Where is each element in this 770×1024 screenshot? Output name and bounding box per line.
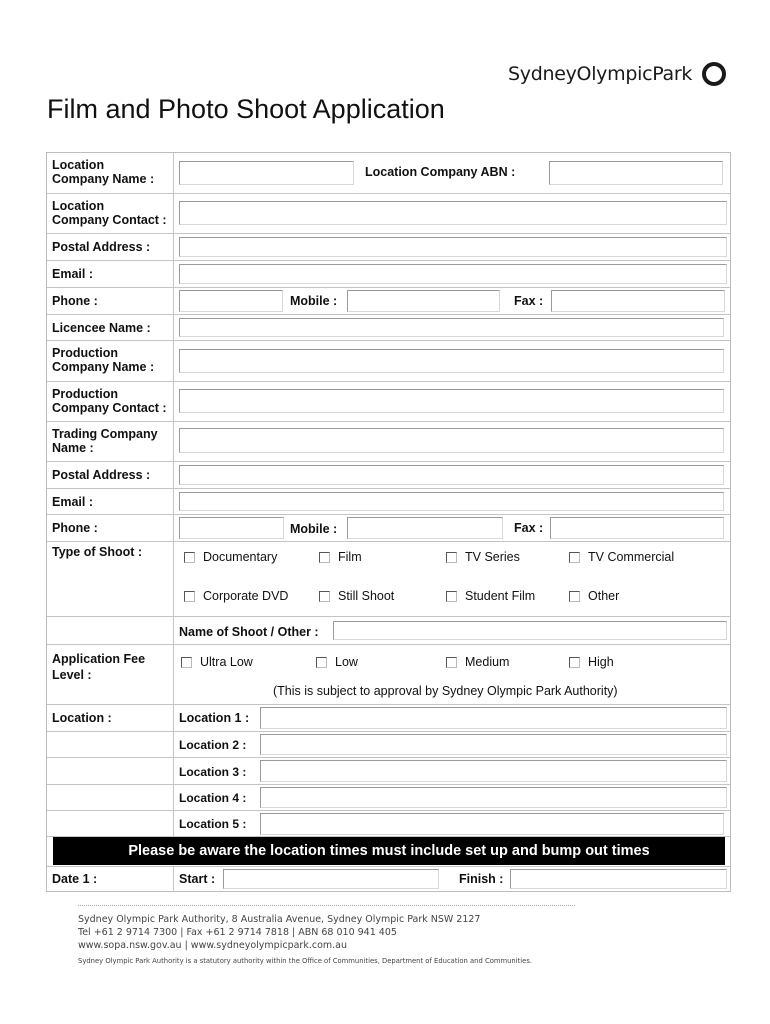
row-email-2 — [47, 489, 730, 515]
postal-address-field[interactable] — [179, 237, 727, 257]
location-5-field[interactable] — [260, 813, 724, 835]
checkbox-icon[interactable] — [319, 591, 330, 602]
mobile-2-field[interactable] — [347, 517, 503, 539]
sydney-olympic-park-logo — [508, 62, 726, 86]
location-2-label: Location 2 : — [179, 738, 247, 752]
location-1-field[interactable] — [260, 707, 727, 729]
shoot-type-tv-commercial[interactable] — [569, 550, 674, 564]
row-location-company-contact — [47, 194, 730, 234]
footer-address: Sydney Olympic Park Authority, 8 Australia Avenue, Sydney Olympic Park NSW 2127 — [78, 914, 481, 925]
fee-level-label: High — [588, 655, 614, 669]
shoot-type-corporate-dvd[interactable] — [184, 589, 288, 603]
footer-contact: Tel +61 2 9714 7300 | Fax +61 2 9714 7818 | ABN 68 010 941 405 — [78, 927, 397, 938]
logo-text: SydneyOlympicPark — [508, 63, 693, 85]
licencee-name-label: Licencee Name : — [52, 321, 151, 335]
location-3-field[interactable] — [260, 760, 727, 782]
checkbox-icon[interactable] — [446, 552, 457, 563]
email-field[interactable] — [179, 264, 727, 284]
row-date-1 — [47, 867, 730, 892]
fax-2-field[interactable] — [550, 517, 724, 539]
licencee-name-field[interactable] — [179, 318, 724, 337]
fee-level-label: Ultra Low — [200, 655, 253, 669]
shoot-type-student-film[interactable] — [446, 589, 535, 603]
shoot-type-tv-series[interactable] — [446, 550, 520, 564]
email-2-field[interactable] — [179, 492, 724, 511]
row-phone-1 — [47, 288, 730, 315]
row-postal-address-1 — [47, 234, 730, 261]
finish-label: Finish : — [459, 872, 504, 886]
fee-level-low[interactable] — [316, 655, 358, 669]
location-3-label: Location 3 : — [179, 765, 247, 779]
checkbox-icon[interactable] — [446, 591, 457, 602]
postal-address-2-field[interactable] — [179, 465, 724, 485]
logo-ring-icon — [702, 62, 726, 86]
row-location-2 — [47, 732, 730, 758]
email-label: Email : — [52, 267, 93, 281]
row-application-fee — [47, 645, 730, 705]
trading-company-name-field[interactable] — [179, 428, 724, 453]
footer-websites: www.sopa.nsw.gov.au | www.sydneyolympicpark.com.au — [78, 940, 348, 951]
fee-level-ultra-low[interactable] — [181, 655, 253, 669]
phone-2-label: Phone : — [52, 521, 98, 535]
shoot-type-label: TV Series — [465, 550, 520, 564]
application-fee-level-label: Application Fee Level : — [52, 652, 146, 682]
footer-statutory-note: Sydney Olympic Park Authority is a statutory authority within the Office of Communities, Department of Education and Communities. — [78, 957, 533, 965]
row-production-company-name — [47, 341, 730, 382]
fee-level-label: Low — [335, 655, 358, 669]
row-banner — [47, 837, 730, 867]
shoot-type-label: Film — [338, 550, 362, 564]
start-field[interactable] — [223, 869, 439, 889]
checkbox-icon[interactable] — [319, 552, 330, 563]
location-2-field[interactable] — [260, 734, 727, 755]
location-4-field[interactable] — [260, 787, 727, 808]
checkbox-icon[interactable] — [181, 657, 192, 668]
fax-2-label: Fax : — [514, 521, 544, 535]
location-company-name-label: Location Company Name : — [52, 158, 155, 186]
finish-field[interactable] — [510, 869, 727, 889]
postal-address-label: Postal Address : — [52, 240, 151, 254]
start-label: Start : — [179, 872, 216, 886]
shoot-type-label: Still Shoot — [338, 589, 395, 603]
checkbox-icon[interactable] — [446, 657, 457, 668]
row-location-1 — [47, 705, 730, 732]
fee-level-medium[interactable] — [446, 655, 509, 669]
mobile-2-label: Mobile : — [290, 522, 338, 536]
fee-level-high[interactable] — [569, 655, 614, 669]
production-company-name-field[interactable] — [179, 349, 724, 373]
fax-field[interactable] — [551, 290, 725, 312]
location-times-banner: Please be aware the location times must include set up and bump out times — [53, 837, 725, 865]
footer-divider — [78, 905, 575, 906]
fee-approval-note: (This is subject to approval by Sydney Olympic Park Authority) — [273, 684, 618, 698]
shoot-type-other[interactable] — [569, 589, 619, 603]
checkbox-icon[interactable] — [184, 591, 195, 602]
location-company-contact-field[interactable] — [179, 201, 727, 225]
shoot-type-label: Corporate DVD — [203, 589, 289, 603]
location-company-contact-label: Location Company Contact : — [52, 199, 167, 227]
date-1-label: Date 1 : — [52, 872, 98, 886]
location-label: Location : — [52, 711, 112, 725]
checkbox-icon[interactable] — [569, 591, 580, 602]
row-licencee-name — [47, 315, 730, 341]
location-company-abn-field[interactable] — [549, 161, 723, 185]
row-trading-company-name — [47, 422, 730, 462]
shoot-type-still-shoot[interactable] — [319, 589, 394, 603]
row-location-3 — [47, 758, 730, 785]
phone-2-field[interactable] — [179, 517, 284, 539]
row-phone-2 — [47, 515, 730, 542]
row-production-company-contact — [47, 382, 730, 422]
checkbox-icon[interactable] — [184, 552, 195, 563]
row-email-1 — [47, 261, 730, 288]
checkbox-icon[interactable] — [316, 657, 327, 668]
location-company-name-field[interactable] — [179, 161, 354, 185]
checkbox-icon[interactable] — [569, 552, 580, 563]
row-location-5 — [47, 811, 730, 837]
shoot-type-label: Other — [588, 589, 620, 603]
page-title: Film and Photo Shoot Application — [47, 94, 445, 124]
name-of-shoot-label: Name of Shoot / Other : — [179, 625, 319, 639]
shoot-type-label: Documentary — [203, 550, 278, 564]
application-form — [46, 152, 731, 892]
checkbox-icon[interactable] — [569, 657, 580, 668]
phone-label: Phone : — [52, 294, 98, 308]
mobile-label: Mobile : — [290, 294, 338, 308]
fax-label: Fax : — [514, 294, 544, 308]
location-1-label: Location 1 : — [179, 711, 250, 725]
row-name-of-shoot — [47, 617, 730, 645]
shoot-type-label: Student Film — [465, 589, 536, 603]
shoot-type-label: TV Commercial — [588, 550, 675, 564]
mobile-field[interactable] — [347, 290, 500, 312]
production-company-contact-field[interactable] — [179, 389, 724, 413]
trading-company-name-label: Trading Company Name : — [52, 427, 158, 455]
phone-field[interactable] — [179, 290, 283, 312]
postal-address-2-label: Postal Address : — [52, 468, 151, 482]
location-5-label: Location 5 : — [179, 817, 247, 831]
row-postal-address-2 — [47, 462, 730, 489]
name-of-shoot-field[interactable] — [333, 621, 727, 640]
production-company-name-label: Production Company Name : — [52, 346, 155, 374]
row-location-company — [47, 153, 730, 194]
row-location-4 — [47, 785, 730, 811]
location-company-abn-label: Location Company ABN : — [365, 165, 516, 179]
email-2-label: Email : — [52, 495, 93, 509]
shoot-type-documentary[interactable] — [184, 550, 277, 564]
type-of-shoot-label: Type of Shoot : — [52, 545, 143, 559]
location-4-label: Location 4 : — [179, 791, 247, 805]
shoot-type-film[interactable] — [319, 550, 362, 564]
row-type-of-shoot — [47, 542, 730, 617]
production-company-contact-label: Production Company Contact : — [52, 387, 167, 415]
fee-level-label: Medium — [465, 655, 510, 669]
